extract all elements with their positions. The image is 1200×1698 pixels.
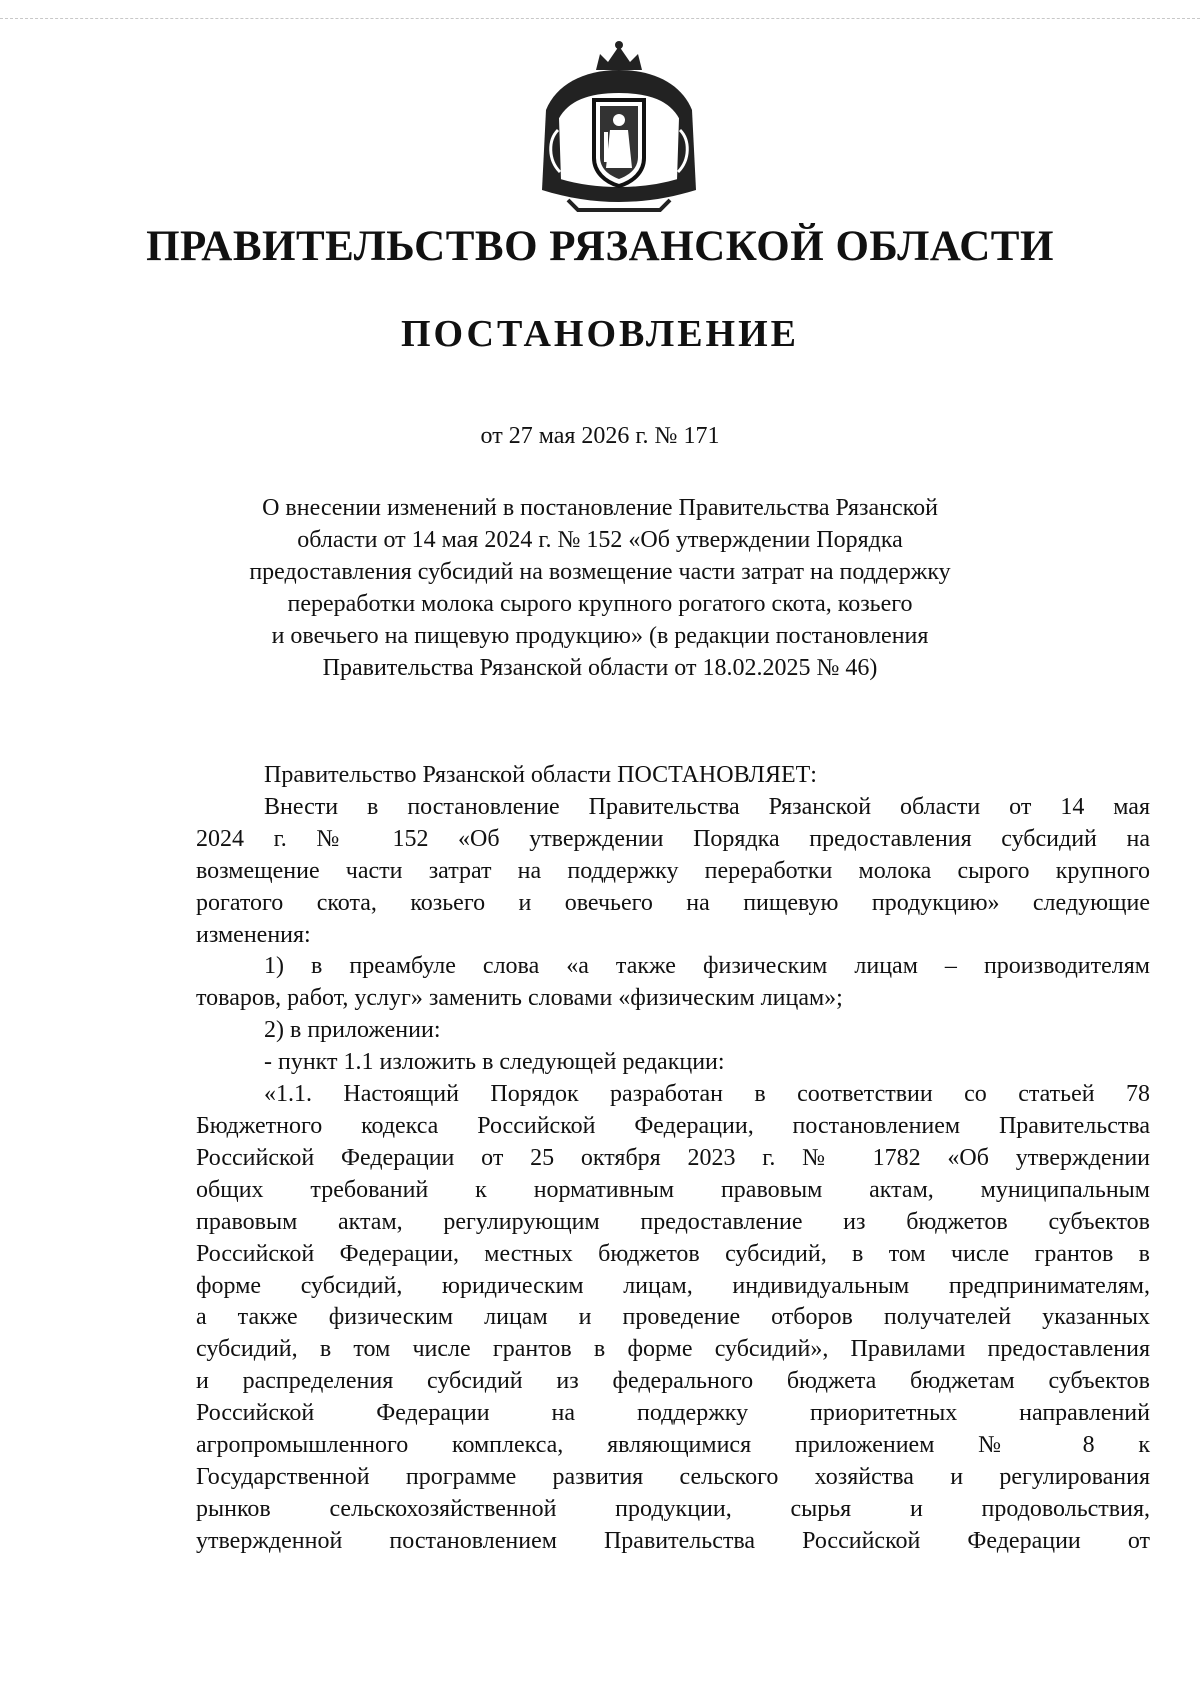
resolution-clause: Правительство Рязанской области ПОСТАНОВЛЯЕТ:: [264, 762, 817, 788]
document-body: [196, 760, 1150, 1558]
subject-line: предоставления субсидий на возмещение части затрат на поддержку: [249, 559, 951, 585]
body-line: 2) в приложении:: [264, 1017, 441, 1044]
body-line: общих требований к нормативным правовым актам, муниципальным: [196, 1176, 1150, 1203]
body-line: 1) в преамбуле слова «а также физическим лицам – производителям: [264, 953, 1150, 980]
body-line: Внести в постановление Правительства Рязанской области от 14 мая: [264, 793, 1150, 820]
body-line: товаров, работ, услуг» заменить словами «физическим лицам»;: [196, 985, 843, 1012]
document-date-number: от 27 мая 2026 г. № 171: [480, 423, 720, 449]
body-line: Российской Федерации на поддержку приоритетных направлений: [196, 1400, 1150, 1427]
subject-line: и овечьего на пищевую продукцию» (в редакции постановления: [271, 623, 929, 649]
coat-of-arms-icon: [538, 40, 700, 212]
document-type-title: ПОСТАНОВЛЕНИЕ: [400, 313, 800, 355]
body-line: правовым актам, регулирующим предоставление из бюджетов субъектов: [196, 1208, 1150, 1235]
body-line: утвержденной постановлением Правительства Российской Федерации от: [196, 1527, 1150, 1554]
body-line: Российской Федерации, местных бюджетов субсидий, в том числе грантов в: [196, 1240, 1150, 1267]
body-line: «1.1. Настоящий Порядок разработан в соответствии со статьей 78: [264, 1081, 1150, 1108]
scan-edge-line: [0, 18, 1200, 19]
body-line: агропромышленного комплекса, являющимися приложением № 8 к: [196, 1432, 1150, 1459]
body-line: рогатого скота, козьего и овечьего на пищевую продукцию» следующие: [196, 889, 1150, 916]
subject-line: Правительства Рязанской области от 18.02.2025 № 46): [322, 655, 878, 681]
body-line: возмещение части затрат на поддержку переработки молока сырого крупного: [196, 857, 1150, 884]
body-line: Российской Федерации от 25 октября 2023 г. № 1782 «Об утверждении: [196, 1144, 1150, 1171]
subject-line: О внесении изменений в постановление Правительства Рязанской: [262, 495, 938, 521]
subject-line: переработки молока сырого крупного рогатого скота, козьего: [287, 591, 913, 617]
body-line: а также физическим лицам и проведение отборов получателей указанных: [196, 1304, 1150, 1331]
body-line: форме субсидий, юридическим лицам, индивидуальным предпринимателям,: [196, 1272, 1150, 1299]
body-line: 2024 г. № 152 «Об утверждении Порядка предоставления субсидий на: [196, 825, 1150, 852]
body-line: и распределения субсидий из федерального бюджета бюджетам субъектов: [196, 1368, 1150, 1395]
subject-line: области от 14 мая 2024 г. № 152 «Об утверждении Порядка: [297, 527, 903, 553]
body-line: изменения:: [196, 921, 311, 948]
body-line: - пункт 1.1 изложить в следующей редакции:: [264, 1049, 725, 1076]
body-line: субсидий, в том числе грантов в форме субсидий», Правилами предоставления: [196, 1336, 1150, 1363]
body-line: Государственной программе развития сельского хозяйства и регулирования: [196, 1463, 1150, 1490]
body-line: Бюджетного кодекса Российской Федерации, постановлением Правительства: [196, 1112, 1150, 1139]
document-subject: [240, 492, 960, 684]
body-line: рынков сельскохозяйственной продукции, сырья и продовольствия,: [196, 1495, 1150, 1522]
authority-heading: ПРАВИТЕЛЬСТВО РЯЗАНСКОЙ ОБЛАСТИ: [146, 223, 1054, 270]
